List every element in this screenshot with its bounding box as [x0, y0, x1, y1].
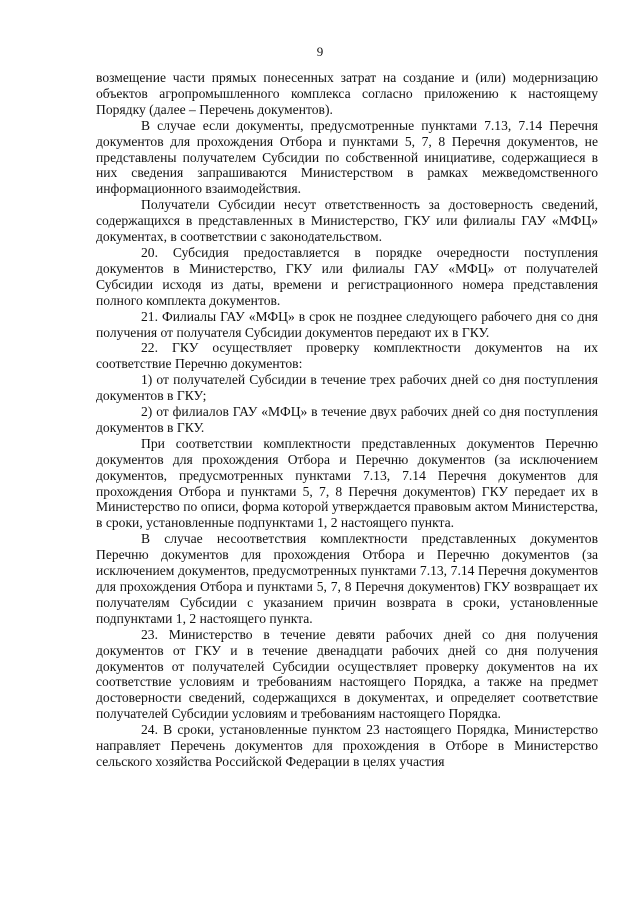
page-number: 9 [316, 44, 324, 59]
paragraph-clause-22: 22. ГКУ осуществляет проверку комплектности документов на их соответствие Перечню документов: [96, 340, 598, 372]
paragraph-clause-21: 21. Филиалы ГАУ «МФЦ» в срок не позднее следующего рабочего дня со дня получения от получателя Субсидии документов передают их в ГКУ. [96, 308, 598, 340]
paragraph-continuation: возмещение части прямых понесенных затрат на создание и (или) модернизацию объектов агропромышленного комплекса согласно приложению к настоящему Порядку (далее – Перечень документов). [96, 70, 598, 117]
paragraph-clause-24: 24. В сроки, установленные пунктом 23 настоящего Порядка, Министерство направляет Перечень документов для прохождения в Отборе в Министерство сельского хозяйства Российской Федерации в целях участия [96, 722, 598, 769]
document-body [96, 70, 598, 770]
paragraph-clause-20: 20. Субсидия предоставляется в порядке очередности поступления документов в Министерство, ГКУ или филиалы ГАУ «МФЦ» от получателей Субсидии исходя из даты, времени и регистрационного номера представления полного комплекта документов. [96, 244, 598, 308]
paragraph-clause-22-sub-2: 2) от филиалов ГАУ «МФЦ» в течение двух рабочих дней со дня поступления документов в ГКУ. [96, 404, 598, 435]
paragraph-clause-23: 23. Министерство в течение девяти рабочих дней со дня получения документов от ГКУ и в течение двенадцати рабочих дней со дня получения документов от получателей Субсидии осуществляет проверку документов на их соответствие условиям и требованиям настоящего Порядка, а также на предмет достоверности сведений, содержащихся в документах, и определяет соответствие получателей Субсидии условиям и требованиям настоящего Порядка. [96, 626, 598, 722]
paragraph-interagency-request: В случае если документы, предусмотренные пунктами 7.13, 7.14 Перечня документов для прохождения Отбора и пунктами 5, 7, 8 Перечня документов, не представлены получателем Субсидии по собственной инициативе, содержащиеся в них сведения запрашиваются Министерством в рамках межведомственного информационного взаимодействия. [96, 117, 598, 197]
paragraph-clause-22-sub-1: 1) от получателей Субсидии в течение трех рабочих дней со дня поступления документов в ГКУ; [96, 372, 598, 404]
paragraph-responsibility: Получатели Субсидии несут ответственность за достоверность сведений, содержащихся в представленных в Министерство, ГКУ или филиалы ГАУ «МФЦ» документах, в соответствии с законодательством. [96, 197, 598, 245]
paragraph-completeness-mismatch: В случае несоответствия комплектности представленных документов Перечню документов для прохождения Отбора и Перечню документов (за исключением документов, предусмотренных пунктами 7.13, 7.14 Перечня документов для прохождения Отбора и пунктами 5, 7, 8 Перечня документов) ГКУ возвращает их получателям Субсидии с указанием причин возврата в сроки, установленные подпунктами 1, 2 настоящего пункта. [96, 531, 598, 626]
paragraph-completeness-match: При соответствии комплектности представленных документов Перечню документов для прохождения Отбора и Перечню документов (за исключением документов, предусмотренных пунктами 7.13, 7.14 Перечня документов для прохождения Отбора и пунктами 5, 7, 8 Перечня документов) ГКУ передает их в Министерство по описи, форма которой утверждается правовым актом Министерства, в сроки, установленные подпунктами 1, 2 настоящего пункта. [96, 435, 598, 531]
